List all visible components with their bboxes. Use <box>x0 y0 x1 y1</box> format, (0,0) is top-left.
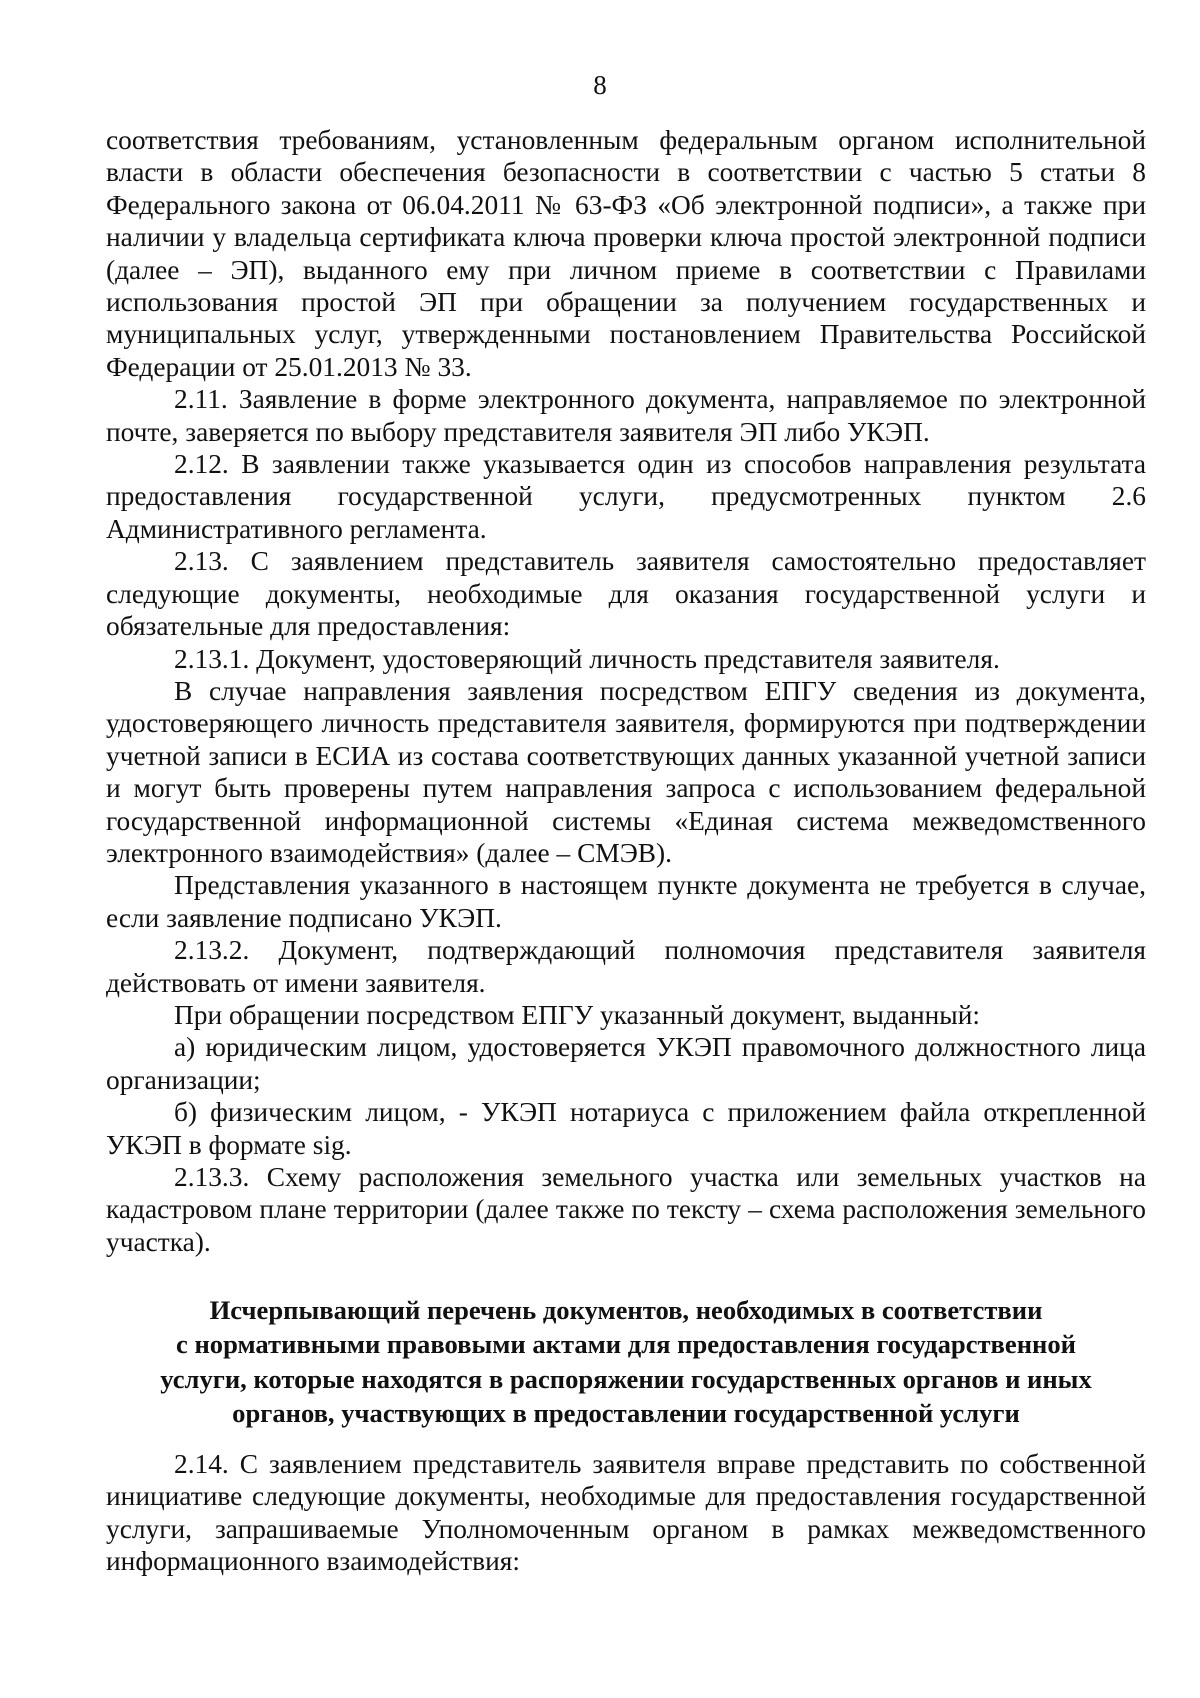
paragraph-2-11: 2.11. Заявление в форме электронного документа, направляемое по электронной почте, заверяется по выбору представителя заявителя ЭП либо УКЭП. <box>106 384 1146 447</box>
body-text-bottom <box>106 1448 1146 1578</box>
paragraph-2-13-3: 2.13.3. Схему расположения земельного участка или земельных участков на кадастровом плане территории (далее также по тексту – схема расположения земельного участка). <box>106 1162 1146 1257</box>
body-text-top <box>106 124 1146 1258</box>
paragraph-item-b: б) физическим лицом, - УКЭП нотариуса с приложением файла открепленной УКЭП в формате sig. <box>106 1097 1146 1160</box>
paragraph-epgu-document: При обращении посредством ЕПГУ указанный документ, выданный: <box>174 999 980 1030</box>
paragraph-2-13-2: 2.13.2. Документ, подтверждающий полномочия представителя заявителя действовать от имени заявителя. <box>106 935 1146 998</box>
heading-line: с нормативными правовыми актами для предоставления государственной <box>176 1329 1076 1360</box>
heading-line: услуги, которые находятся в распоряжении государственных органов и иных <box>160 1363 1092 1394</box>
paragraph-continuation: соответствия требованиям, установленным федеральным органом исполнительной власти в области обеспечения безопасности в соответствии с частью 5 статьи 8 Федерального закона от 06.04.2011 № 63-ФЗ «Об электронной подписи», а также при наличии у владельца сертификата ключа проверки ключа простой электронной подписи (далее – ЭП), выданного ему при личном приеме в соответствии с Правилами использования простой ЭП при обращении за получением государственных и муниципальных услуг, утвержденными постановлением Правительства Российской Федерации от 25.01.2013 № 33. <box>106 125 1146 382</box>
section-heading <box>106 1293 1146 1431</box>
heading-line: Исчерпывающий перечень документов, необходимых в соответствии <box>209 1295 1043 1325</box>
paragraph-2-12: 2.12. В заявлении также указывается один из способов направления результата предоставления государственной услуги, предусмотренных пунктом 2.6 Административного регламента. <box>106 449 1146 544</box>
paragraph-item-a: а) юридическим лицом, удостоверяется УКЭП правомочного должностного лица организации; <box>106 1032 1146 1095</box>
paragraph-ukep-exemption: Представления указанного в настоящем пункте документа не требуется в случае, если заявление подписано УКЭП. <box>106 870 1146 933</box>
paragraph-2-13: 2.13. С заявлением представитель заявителя самостоятельно предоставляет следующие документы, необходимые для оказания государственной услуги и обязательные для предоставления: <box>106 546 1146 642</box>
heading-line: органов, участвующих в предоставлении государственной услуги <box>232 1398 1020 1429</box>
paragraph-2-13-1: 2.13.1. Документ, удостоверяющий личность представителя заявителя. <box>174 643 1000 674</box>
page-number: 8 <box>593 70 607 100</box>
paragraph-epgu-identity: В случае направления заявления посредством ЕПГУ сведения из документа, удостоверяющего личность представителя заявителя, формируются при подтверждении учетной записи в ЕСИА из состава соответствующих данных указанной учетной записи и могут быть проверены путем направления запроса с использованием федеральной государственной информационной системы «Единая система межведомственного электронного взаимодействия» (далее – СМЭВ). <box>106 675 1146 868</box>
paragraph-2-14: 2.14. С заявлением представитель заявителя вправе представить по собственной инициативе следующие документы, необходимые для предоставления государственной услуги, запрашиваемые Уполномоченным органом в рамках межведомственного информационного взаимодействия: <box>106 1449 1146 1577</box>
